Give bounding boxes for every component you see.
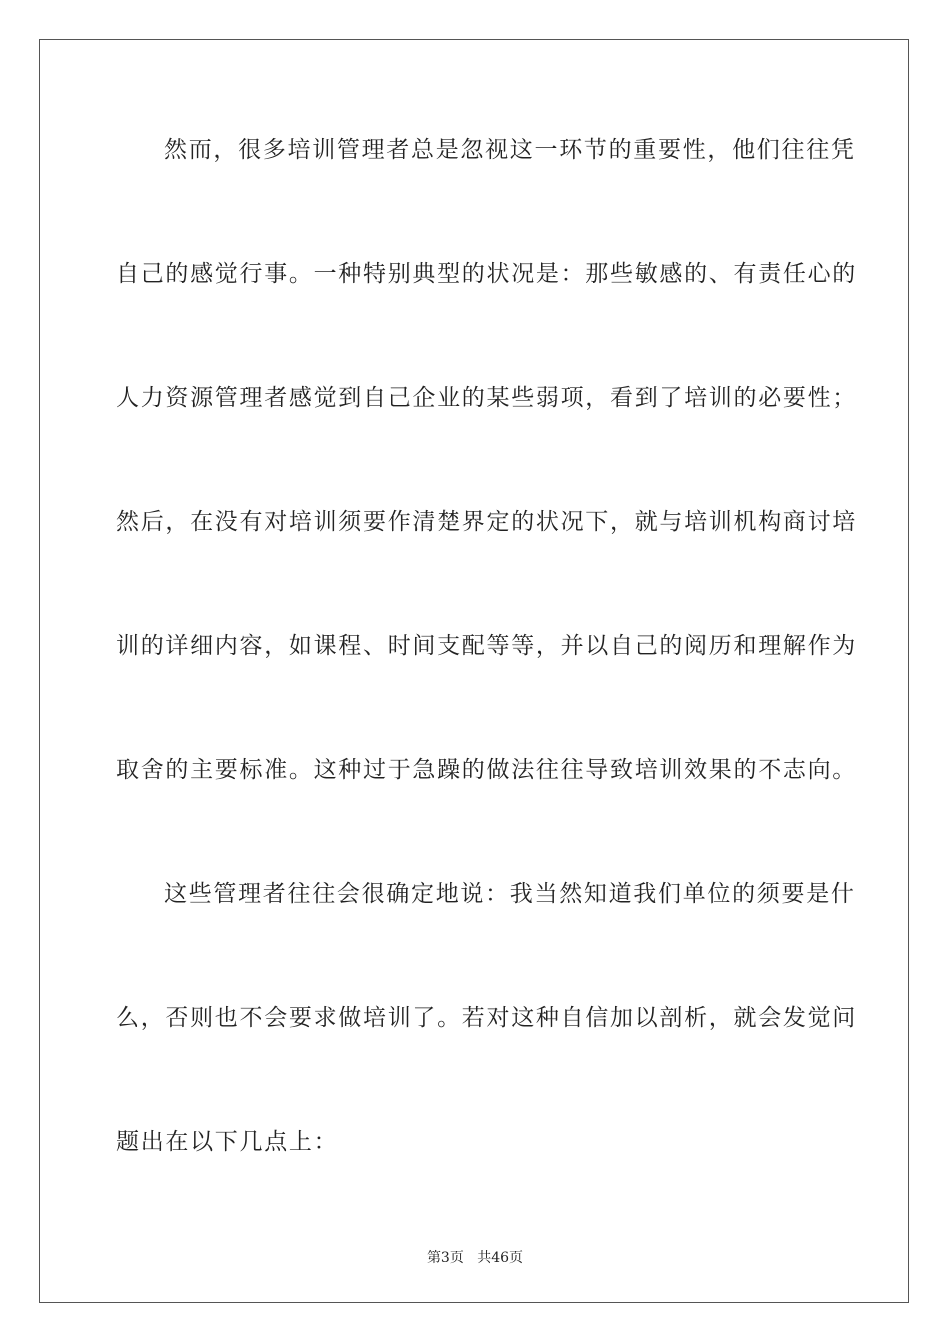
paragraph-1-line-4: 然后，在没有对培训须要作清楚界定的状况下，就与培训机构商讨培 bbox=[116, 509, 857, 535]
page-number: 第3页 bbox=[426, 1250, 464, 1266]
paragraph-1-line-1: 然而，很多培训管理者总是忽视这一环节的重要性，他们往往凭 bbox=[164, 137, 856, 163]
page-border bbox=[39, 39, 909, 1303]
paragraph-2-line-1: 这些管理者往往会很确定地说：我当然知道我们单位的须要是什 bbox=[164, 881, 856, 907]
paragraph-1-line-5: 训的详细内容，如课程、时间支配等等，并以自己的阅历和理解作为 bbox=[116, 633, 857, 659]
paragraph-1-line-3: 人力资源管理者感觉到自己企业的某些弱项，看到了培训的必要性； bbox=[116, 385, 857, 411]
paragraph-1-line-6: 取舍的主要标准。这种过于急躁的做法往往导致培训效果的不志向。 bbox=[116, 757, 857, 783]
paragraph-2-line-2: 么，否则也不会要求做培训了。若对这种自信加以剖析，就会发觉问 bbox=[116, 1005, 857, 1031]
page-total: 共46页 bbox=[477, 1250, 524, 1266]
paragraph-2-line-3: 题出在以下几点上： bbox=[116, 1129, 339, 1155]
paragraph-1-line-2: 自己的感觉行事。一种特别典型的状况是：那些敏感的、有责任心的 bbox=[116, 261, 857, 287]
page-footer bbox=[0, 1247, 950, 1267]
